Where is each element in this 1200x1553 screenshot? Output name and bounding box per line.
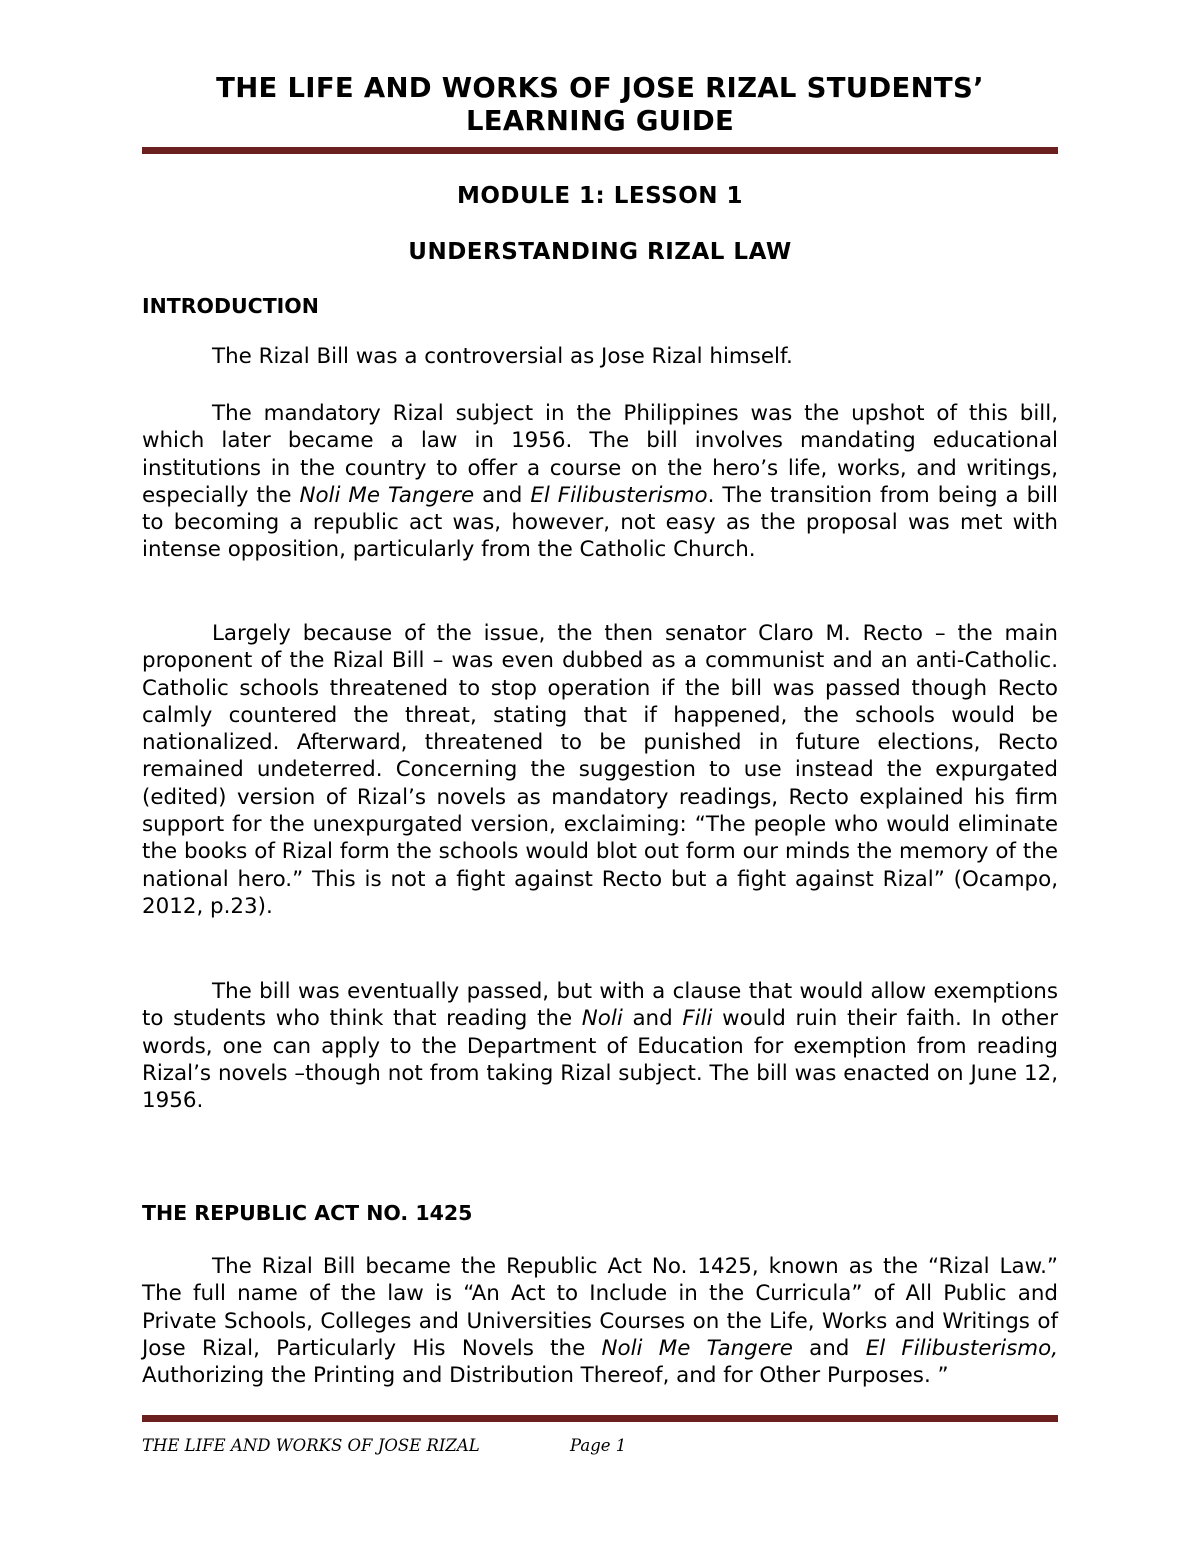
module-label: MODULE 1: LESSON 1 <box>456 183 744 209</box>
republic-act-paragraph <box>142 1253 1058 1389</box>
text-run: would ruin their faith. In other words, one can apply to the Department of Education for exemption from reading Rizal’s novels –though not from taking Rizal subject. The bill was enacted on June 12, 1956. <box>142 1006 1059 1114</box>
intro-paragraph-2 <box>142 400 1058 564</box>
lesson-title: UNDERSTANDING RIZAL LAW <box>408 239 792 265</box>
footer-rule <box>142 1415 1058 1422</box>
noli-title: Noli Me Tangere <box>299 482 475 508</box>
header-rule <box>142 147 1058 154</box>
text-run: and <box>622 1006 683 1032</box>
intro-paragraph-3: Largely because of the issue, the then senator Claro M. Recto – the main proponent of the Rizal Bill – was even dubbed as a communist and an anti-Catholic. Catholic schools threatened to stop operation if the bill was passed though Recto calmly countered the threat, stating that if happened, the schools would be nationalized. Afterward, threatened to be punished in future elections, Recto remained undeterred. Concerning the suggestion to use instead the expurgated (edited) version of Rizal’s novels as mandatory readings, Recto explained his firm support for the unexpurgated version, exclaiming: “The people who would eliminate the books of Rizal form the schools would blot out form our minds the memory of the national hero.” This is not a fight against Recto but a fight against Rizal” (Ocampo, 2012, p.23). <box>142 621 1058 919</box>
fili-short: Fili <box>682 1006 713 1032</box>
text-run: Authorizing the Printing and Distribution Thereof, and for Other Purposes. ” <box>142 1363 949 1389</box>
text-run: The bill was eventually passed, but with a clause that would allow exemptions to students who think that reading the <box>142 979 1058 1032</box>
noli-title: Noli Me Tangere <box>601 1335 793 1361</box>
title-line-2: LEARNING GUIDE <box>465 105 735 137</box>
text-run: The Rizal Bill became the Republic Act No. 1425, known as the “Rizal Law.” The full name of the law is “An Act to Include in the Curricula” of All Public and Private Schools, Colleges and Universities Courses on the Life, Works and Writings of Jose Rizal, Particularly His Novels the <box>142 1254 1058 1361</box>
intro-paragraph-1: The Rizal Bill was a controversial as Jose Rizal himself. <box>212 344 793 369</box>
text-run: . The transition from being a bill to becoming a republic act was, however, not easy as the proposal was met with intense opposition, particularly from the Catholic Church. <box>142 482 1058 563</box>
document-title <box>142 72 1058 138</box>
text-run: and <box>474 482 531 508</box>
republic-act-heading: THE REPUBLIC ACT NO. 1425 <box>142 1201 473 1225</box>
noli-short: Noli <box>581 1006 623 1032</box>
fili-title: El Filibusterismo <box>530 482 708 508</box>
page-number: Page 1 <box>570 1436 627 1455</box>
text-run: The mandatory Rizal subject in the Philippines was the upshot of this bill, which later became a law in 1956. The bill involves mandating educational institutions in the country to offer a course on the hero’s life, works, and writings, especially the <box>142 401 1058 508</box>
intro-paragraph-4 <box>142 978 1058 1114</box>
fili-title: El Filibusterismo, <box>865 1335 1058 1361</box>
text-run: and <box>792 1335 866 1361</box>
title-line-1: THE LIFE AND WORKS OF JOSE RIZAL STUDENTS’ <box>216 72 984 104</box>
footer-title: THE LIFE AND WORKS OF JOSE RIZAL <box>142 1436 480 1455</box>
introduction-heading: INTRODUCTION <box>142 294 319 318</box>
